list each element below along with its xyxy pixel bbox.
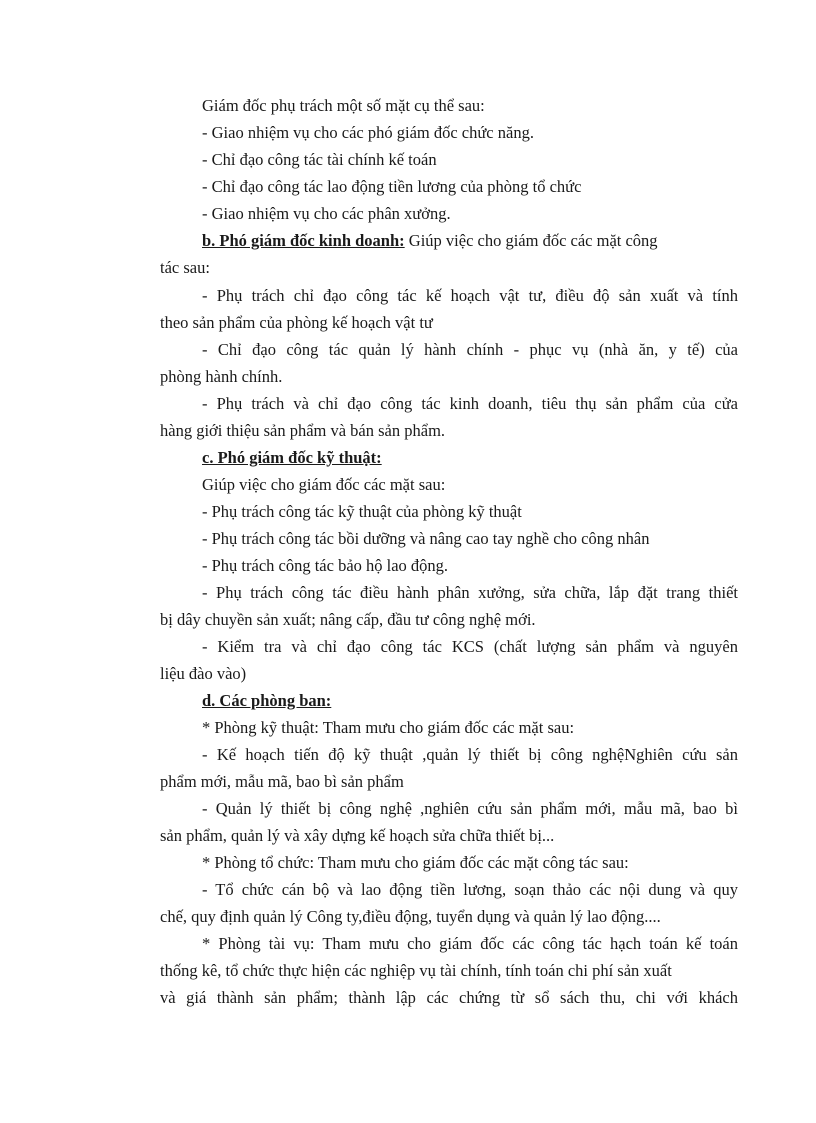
section-heading-d: d. Các phòng ban: (202, 691, 332, 710)
paragraph-line: phẩm mới, mẫu mã, bao bì sản phẩm (160, 772, 404, 791)
paragraph-line: Giúp việc cho giám đốc các mặt sau: (202, 475, 446, 494)
paragraph-line: * Phòng tài vụ: Tham mưu cho giám đốc các công tác hạch toán kế toán (202, 934, 738, 953)
paragraph-line: - Giao nhiệm vụ cho các phó giám đốc chức năng. (202, 123, 534, 142)
paragraph-line: * Phòng kỹ thuật: Tham mưu cho giám đốc các mặt sau: (202, 718, 575, 737)
paragraph-line: - Kiểm tra và chỉ đạo công tác KCS (chất lượng sản phẩm và nguyên (202, 637, 738, 656)
paragraph-line: - Phụ trách chỉ đạo công tác kế hoạch vật tư, điều độ sản xuất và tính (202, 286, 738, 305)
paragraph-line: liệu đào vào) (160, 664, 247, 683)
paragraph-line: tác sau: (160, 258, 210, 277)
paragraph-line: - Tổ chức cán bộ và lao động tiền lương, soạn thảo các nội dung và quy (202, 880, 738, 899)
paragraph-line: - Chỉ đạo công tác tài chính kế toán (202, 150, 437, 169)
paragraph-line: chế, quy định quản lý Công ty,điều động, tuyển dụng và quản lý lao động.... (160, 907, 661, 926)
paragraph-line: sản phẩm, quản lý và xây dựng kế hoạch sửa chữa thiết bị... (160, 826, 555, 845)
section-heading-b: b. Phó giám đốc kinh doanh: (202, 231, 405, 250)
paragraph-line: - Phụ trách và chỉ đạo công tác kinh doanh, tiêu thụ sản phẩm của cửa (202, 394, 738, 413)
paragraph-line: - Chỉ đạo công tác quản lý hành chính - phục vụ (nhà ăn, y tế) của (202, 340, 738, 359)
paragraph-line: phòng hành chính. (160, 367, 283, 386)
paragraph-line: * Phòng tổ chức: Tham mưu cho giám đốc các mặt công tác sau: (202, 853, 629, 872)
paragraph-line: và giá thành sản phẩm; thành lập các chứng từ sổ sách thu, chi với khách (160, 988, 738, 1007)
paragraph-line: theo sản phẩm của phòng kế hoạch vật tư (160, 313, 433, 332)
heading-b-line (202, 231, 658, 251)
paragraph-line: bị dây chuyền sản xuất; nâng cấp, đầu tư công nghệ mới. (160, 610, 536, 629)
paragraph-line: - Phụ trách công tác bảo hộ lao động. (202, 556, 449, 575)
paragraph-line: hàng giới thiệu sản phẩm và bán sản phẩm. (160, 421, 446, 440)
paragraph-line: - Phụ trách công tác điều hành phân xưởng, sửa chữa, lắp đặt trang thiết (202, 583, 738, 602)
paragraph-line: - Phụ trách công tác kỹ thuật của phòng kỹ thuật (202, 502, 522, 521)
paragraph-line: thống kê, tổ chức thực hiện các nghiệp vụ tài chính, tính toán chi phí sản xuất (160, 961, 672, 980)
paragraph-line: - Kế hoạch tiến độ kỹ thuật ,quản lý thiết bị công nghệNghiên cứu sản (202, 745, 738, 764)
paragraph-line: - Chỉ đạo công tác lao động tiền lương của phòng tổ chức (202, 177, 582, 196)
section-heading-c: c. Phó giám đốc kỹ thuật: (202, 448, 382, 467)
paragraph-text: Giúp việc cho giám đốc các mặt công (404, 231, 658, 250)
paragraph-line: Giám đốc phụ trách một số mặt cụ thể sau: (202, 96, 485, 115)
paragraph-line: - Phụ trách công tác bồi dưỡng và nâng cao tay nghề cho công nhân (202, 529, 650, 548)
paragraph-line: - Quản lý thiết bị công nghệ ,nghiên cứu sản phẩm mới, mẫu mã, bao bì (202, 799, 738, 818)
paragraph-line: - Giao nhiệm vụ cho các phân xưởng. (202, 204, 451, 223)
